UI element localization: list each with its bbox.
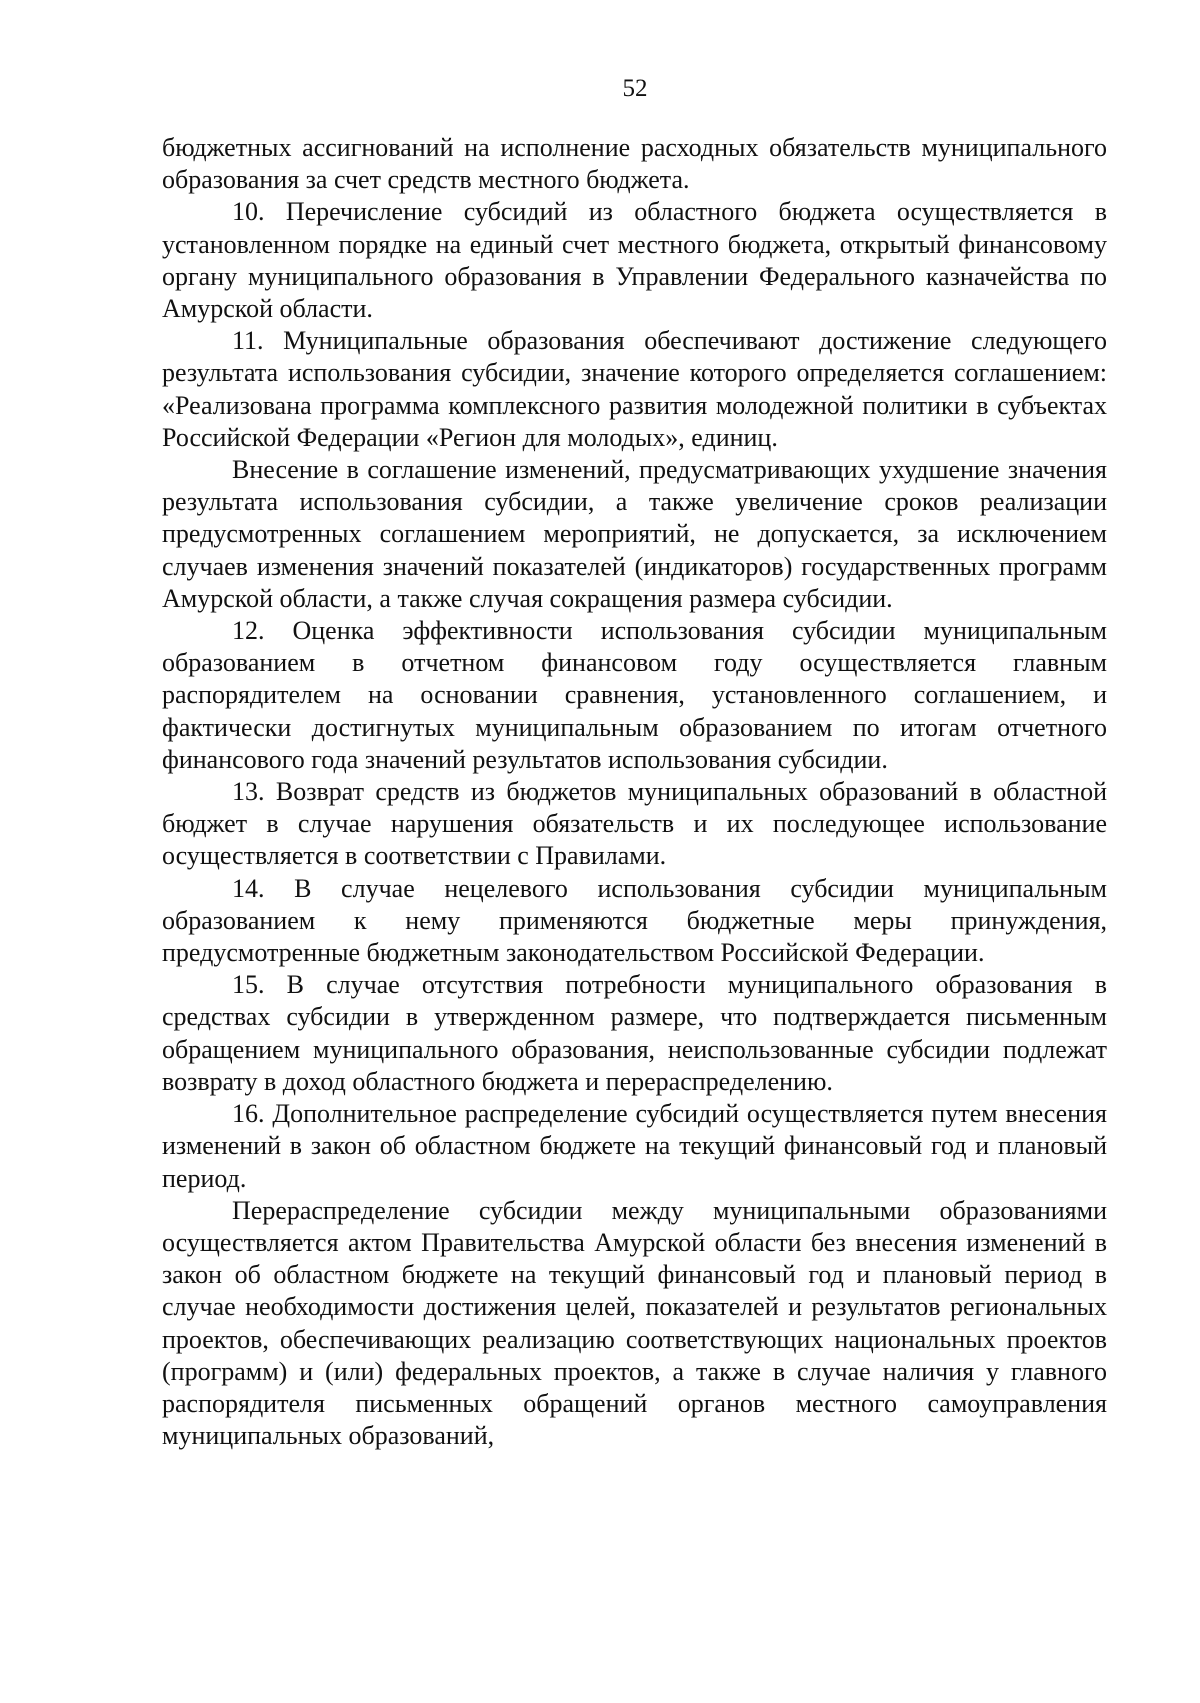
paragraph-continuation: бюджетных ассигнований на исполнение расходных обязательств муниципального образования за счет средств местного бюджета. (162, 133, 1107, 195)
paragraph-item-15: 15. В случае отсутствия потребности муниципального образования в средствах субсидии в утвержденном размере, что подтверждается письменным обращением муниципального образования, неиспользованные субсидии подлежат возврату в доход областного бюджета и перераспределению. (162, 970, 1107, 1096)
paragraph-item-12: 12. Оценка эффективности использования субсидии муниципальным образованием в отчетном финансовом году осуществляется главным распорядителем на основании сравнения, установленного соглашением, и фактически достигнутых муниципальным образованием по итогам отчетного финансового года значений результатов использования субсидии. (162, 616, 1107, 774)
paragraph-item-14: 14. В случае нецелевого использования субсидии муниципальным образованием к нему применяются бюджетные меры принуждения, предусмотренные бюджетным законодательством Российской Федерации. (162, 873, 1107, 968)
page-number: 52 (622, 75, 648, 102)
paragraph-item-13: 13. Возврат средств из бюджетов муниципальных образований в областной бюджет в случае нарушения обязательств и их последующее использование осуществляется в соответствии с Правилами. (162, 777, 1107, 871)
document-body (162, 132, 1107, 1452)
paragraph-redistribution: Перераспределение субсидии между муниципальными образованиями осуществляется актом Правительства Амурской области без внесения изменений в закон об областном бюджете на текущий финансовый год и плановый период в случае необходимости достижения целей, показателей и результатов региональных проектов, обеспечивающих реализацию соответствующих национальных проектов (программ) и (или) федеральных проектов, а также в случае наличия у главного распорядителя письменных обращений органов местного самоуправления муниципальных образований, (162, 1195, 1107, 1451)
paragraph-item-10: 10. Перечисление субсидий из областного бюджета осуществляется в установленном порядке на единый счет местного бюджета, открытый финансовому органу муниципального образования в Управлении Федерального казначейства по Амурской области. (162, 197, 1107, 324)
paragraph-agreement-changes: Внесение в соглашение изменений, предусматривающих ухудшение значения результата использования субсидии, а также увеличение сроков реализации предусмотренных соглашением мероприятий, не допускается, за исключением случаев изменения значений показателей (индикаторов) государственных программ Амурской области, а также случая сокращения размера субсидии. (162, 455, 1107, 613)
paragraph-item-16: 16. Дополнительное распределение субсидий осуществляется путем внесения изменений в закон об областном бюджете на текущий финансовый год и плановый период. (162, 1099, 1107, 1193)
paragraph-item-11: 11. Муниципальные образования обеспечивают достижение следующего результата использования субсидии, значение которого определяется соглашением: «Реализована программа комплексного развития молодежной политики в субъектах Российской Федерации «Регион для молодых», единиц. (162, 326, 1107, 452)
